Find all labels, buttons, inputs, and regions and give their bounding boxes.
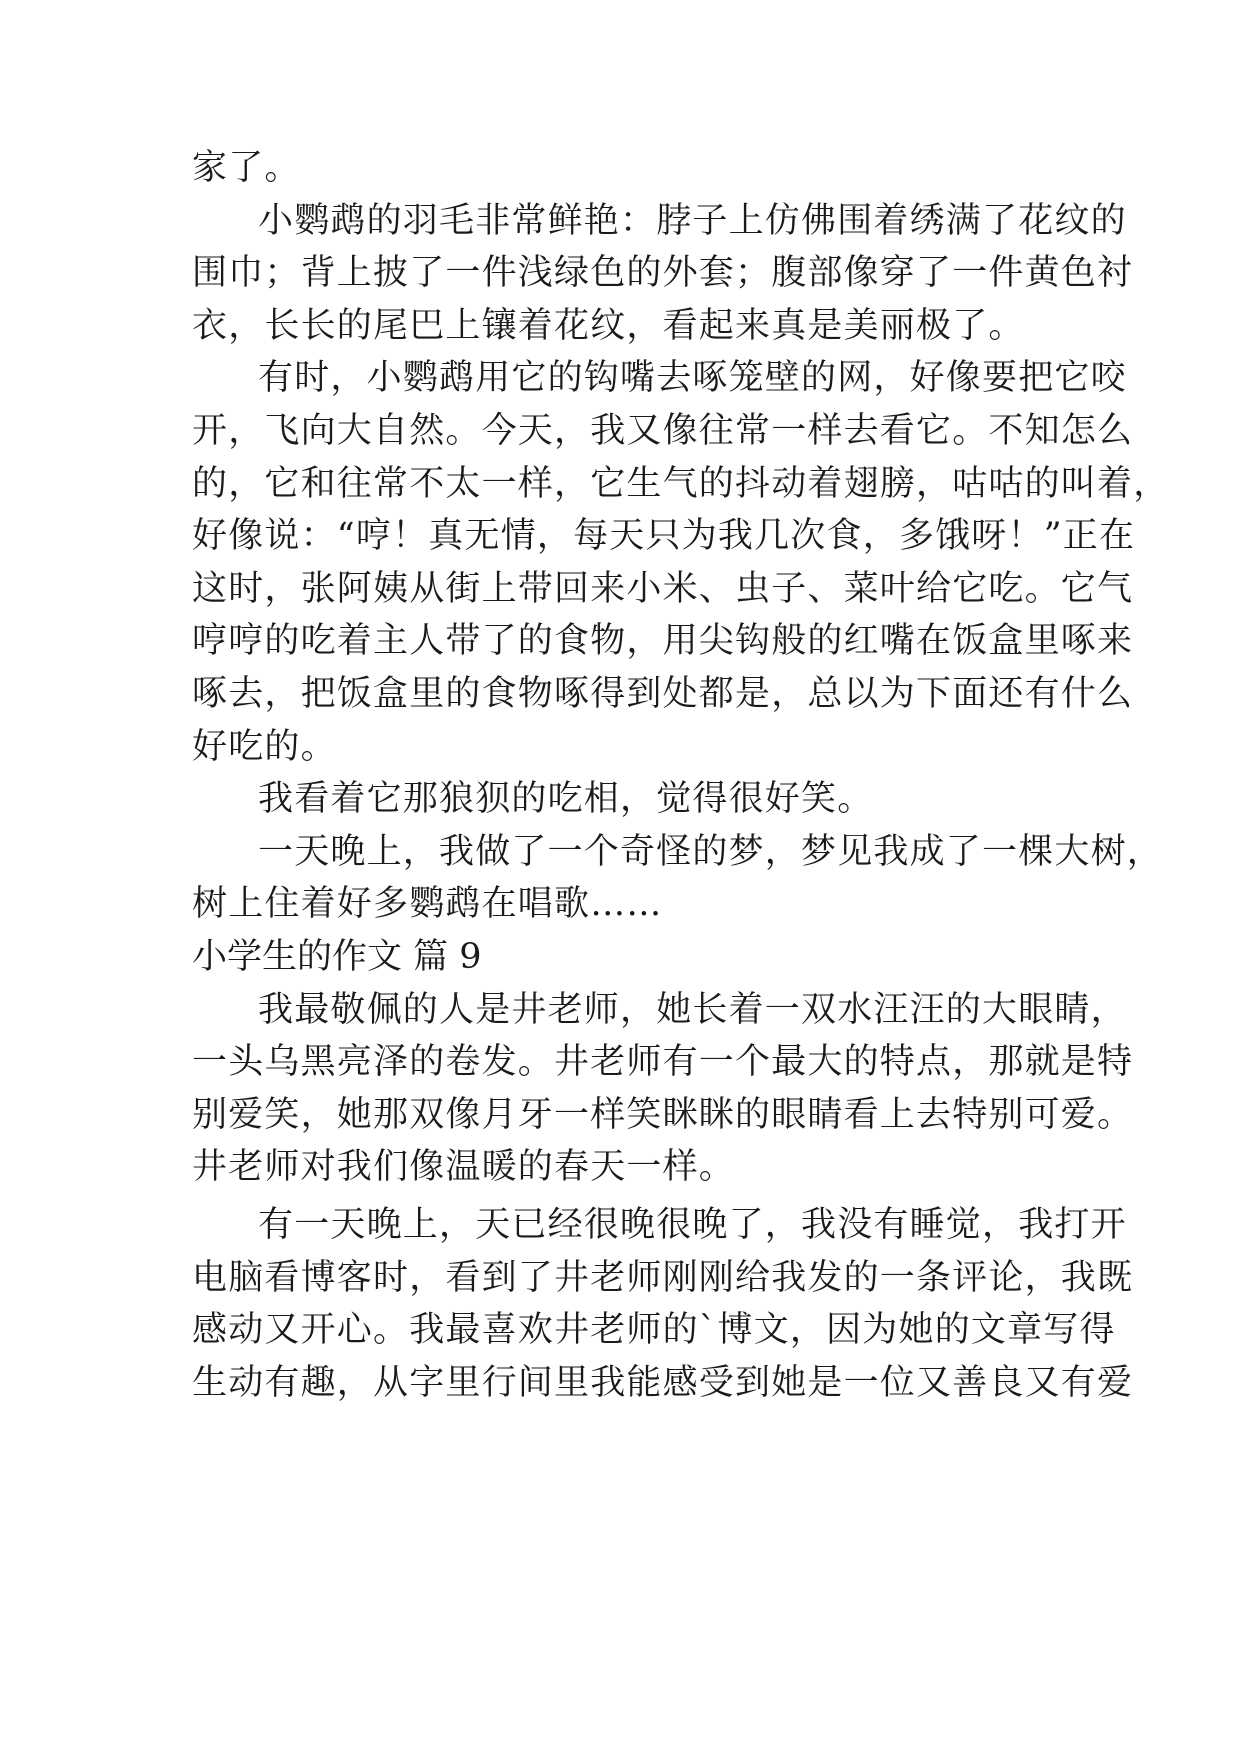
text-line: 家了。 xyxy=(192,148,301,188)
paragraph-start: 有一天晚上，天已经很晚很晚了，我没有睡觉，我打开 xyxy=(258,1205,1127,1245)
text-line: 衣，长长的尾巴上镶着花纹，看起来真是美丽极了。 xyxy=(192,306,1025,346)
text-line: 哼哼的吃着主人带了的食物，用尖钩般的红嘴在饭盒里啄来 xyxy=(192,621,1134,661)
paragraph-start: 小鹦鹉的羽毛非常鲜艳：脖子上仿佛围着绣满了花纹的 xyxy=(258,201,1127,241)
text-line: 好吃的。 xyxy=(192,727,337,767)
text-line: 围巾；背上披了一件浅绿色的外套；腹部像穿了一件黄色衬 xyxy=(192,253,1134,293)
paragraph-start: 一天晚上，我做了一个奇怪的梦，梦见我成了一棵大树， xyxy=(258,832,1164,872)
paragraph-start: 我最敬佩的人是井老师，她长着一双水汪汪的大眼睛， xyxy=(258,990,1127,1030)
text-line: 感动又开心。我最喜欢井老师的`博文，因为她的文章写得 xyxy=(192,1310,1116,1350)
text-line: 别爱笑，她那双像月牙一样笑眯眯的眼睛看上去特别可爱。 xyxy=(192,1095,1134,1135)
paragraph-start: 有时，小鹦鹉用它的钩嘴去啄笼壁的网，好像要把它咬 xyxy=(258,358,1127,398)
text-line: 电脑看博客时，看到了井老师刚刚给我发的一条评论，我既 xyxy=(192,1258,1134,1298)
text-line: 的，它和往常不太一样，它生气的抖动着翅膀，咕咕的叫着， xyxy=(192,464,1170,504)
text-line: 好像说：“哼！真无情，每天只为我几次食，多饿呀！”正在 xyxy=(192,516,1136,556)
text-line: 开，飞向大自然。今天，我又像往常一样去看它。不知怎么 xyxy=(192,411,1134,451)
text-line: 井老师对我们像温暖的春天一样。 xyxy=(192,1147,736,1187)
section-heading: 小学生的作文 篇 9 xyxy=(192,937,482,977)
text-line: 这时，张阿姨从街上带回来小米、虫子、菜叶给它吃。它气 xyxy=(192,569,1134,609)
text-line: 树上住着好多鹦鹉在唱歌…… xyxy=(192,884,663,924)
paragraph-start: 我看着它那狼狈的吃相，觉得很好笑。 xyxy=(258,779,874,819)
text-line: 生动有趣，从字里行间里我能感受到她是一位又善良又有爱 xyxy=(192,1363,1134,1403)
text-line: 啄去，把饭盒里的食物啄得到处都是，总以为下面还有什么 xyxy=(192,674,1134,714)
text-line: 一头乌黑亮泽的卷发。井老师有一个最大的特点，那就是特 xyxy=(192,1042,1134,1082)
